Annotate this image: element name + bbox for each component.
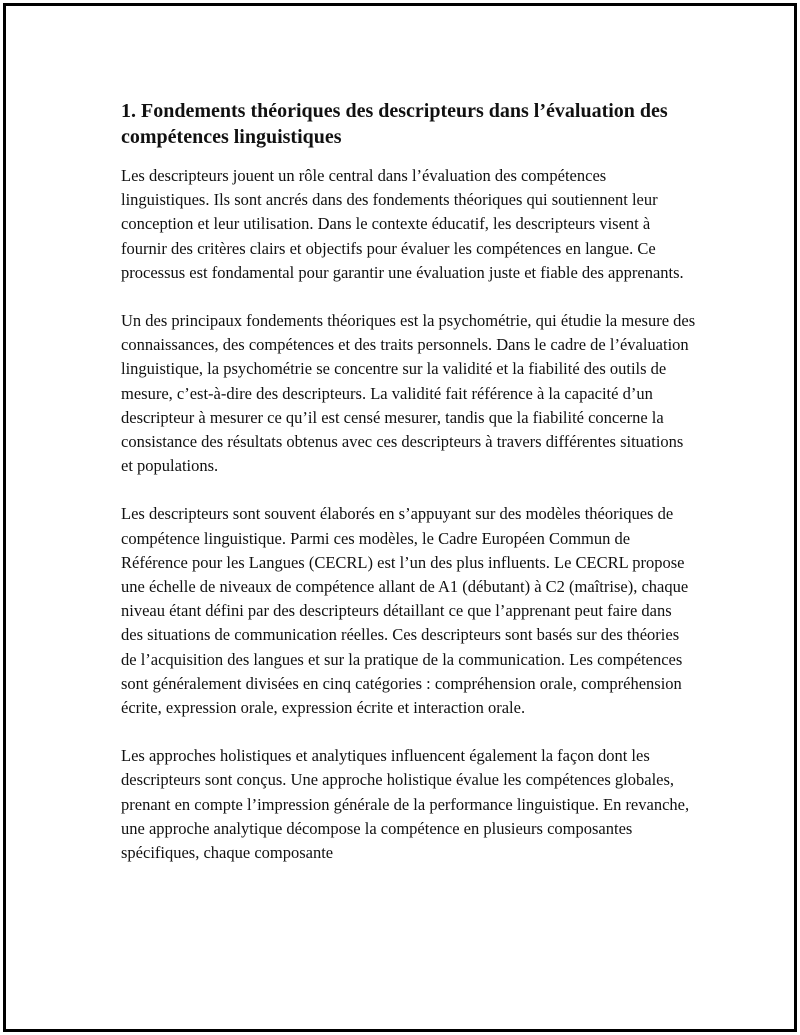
section-title: 1. Fondements théoriques des descripteurs dans l’évaluation des compétences linguistiques <box>121 100 668 148</box>
page-frame <box>3 3 797 1032</box>
paragraph-holistic-analytic: Les approches holistiques et analytiques influencent également la façon dont les descripteurs sont conçus. Une approche holistique évalue les compétences globales, prenant en compte l’impression générale de la performance linguistique. En revanche, une approche analytique décompose la compétence en plusieurs composantes spécifiques, chaque composante <box>121 746 690 863</box>
paragraph-cecrl: Les descripteurs sont souvent élaborés en s’appuyant sur des modèles théoriques de compétence linguistique. Parmi ces modèles, le Cadre Européen Commun de Référence pour les Langues (CECRL) est l’un des plus influents. Le CECRL propose une échelle de niveaux de compétence allant de A1 (débutant) à C2 (maîtrise), chaque niveau étant défini par des descripteurs détaillant ce que l’apprenant peut faire dans des situations de communication réelles. Ces descripteurs sont basés sur des théories de l’acquisition des langues et sur la pratique de la communication. Les compétences sont généralement divisées en cinq catégories : compréhension orale, compréhension écrite, expression orale, expression écrite et interaction orale. <box>121 504 689 718</box>
paragraph-descriptors-role: Les descripteurs jouent un rôle central dans l’évaluation des compétences linguistiques. Ils sont ancrés dans des fondements théoriques qui soutiennent leur conception et leur utilisation. Dans le contexte éducatif, les descripteurs visent à fournir des critères clairs et objectifs pour évaluer les compétences en langue. Ce processus est fondamental pour garantir une évaluation juste et fiable des apprenants. <box>121 166 684 282</box>
document-body <box>121 98 696 889</box>
paragraph-psychometrics: Un des principaux fondements théoriques est la psychométrie, qui étudie la mesure des connaissances, des compétences et des traits personnels. Dans le cadre de l’évaluation linguistique, la psychométrie se concentre sur la validité et la fiabilité des outils de mesure, c’est-à-dire des descripteurs. La validité fait référence à la capacité d’un descripteur à mesurer ce qu’il est censé mesurer, tandis que la fiabilité concerne la consistance des résultats obtenus avec ces descripteurs à travers différentes situations et populations. <box>121 311 696 476</box>
